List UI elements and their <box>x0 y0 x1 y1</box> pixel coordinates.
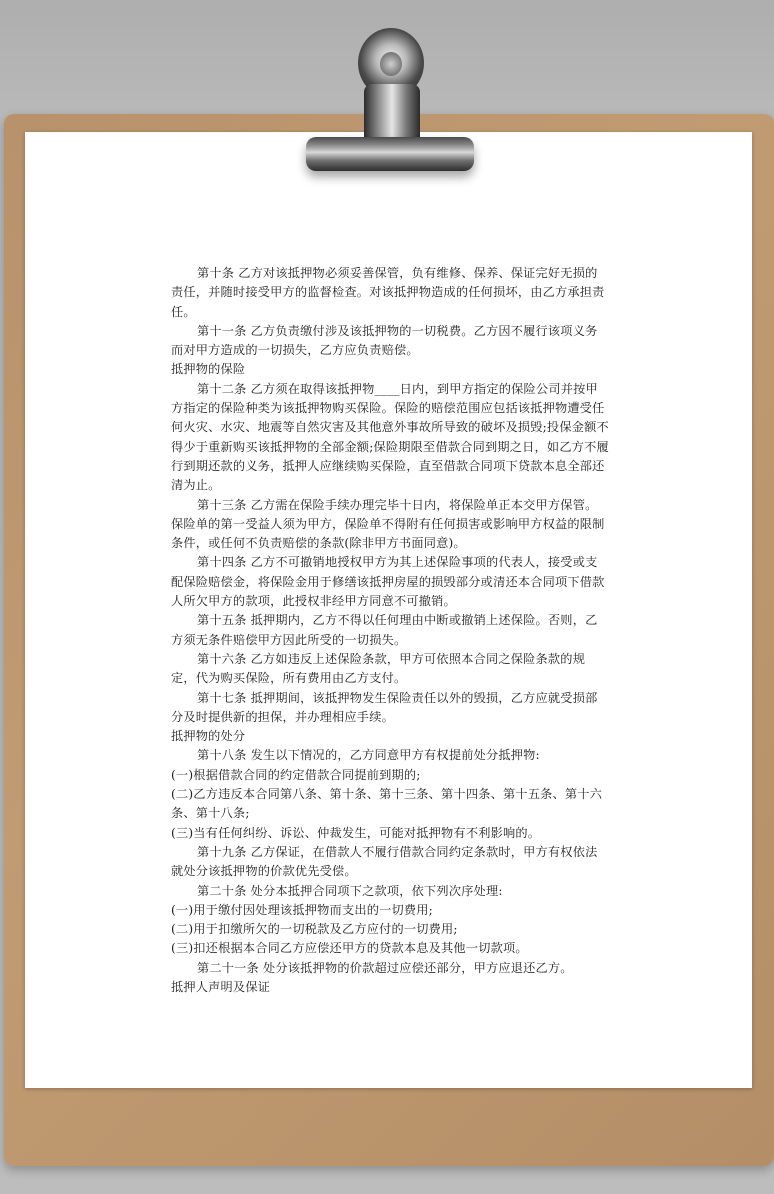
paragraph: 第十七条 抵押期间，该抵押物发生保险责任以外的毁损，乙方应就受损部分及时提供新的担保，并办理相应手续。 <box>171 690 598 724</box>
paragraph: 第十条 乙方对该抵押物必须妥善保管，负有维修、保养、保证完好无损的责任，并随时接受甲方的监督检查。对该抵押物造成的任何损坏，由乙方承担责任。 <box>171 266 605 319</box>
section-heading: 抵押物的处分 <box>171 729 246 744</box>
paragraph: 第十九条 乙方保证，在借款人不履行借款合同约定条款时，甲方有权依法就处分该抵押物的价款优先受偿。 <box>171 844 598 879</box>
paragraph: 第十三条 乙方需在保险手续办理完毕十日内，将保险单正本交甲方保管。保险单的第一受益人须为甲方，保险单不得附有任何损害或影响甲方权益的限制条件，或任何不负责赔偿的条款(除非甲方书面同意)。 <box>171 497 605 551</box>
paragraph: 第十五条 抵押期内，乙方不得以任何理由中断或撤销上述保险。否则，乙方须无条件赔偿甲方因此所受的一切损失。 <box>171 613 598 647</box>
document-text <box>171 264 609 997</box>
paragraph: 第十八条 发生以下情况的，乙方同意甲方有权提前处分抵押物: <box>197 748 540 763</box>
list-item: (三)扣还根据本合同乙方应偿还甲方的贷款本息及其他一切款项。 <box>171 941 528 956</box>
section-heading: 抵押人声明及保证 <box>171 979 271 994</box>
binder-clip-hole-icon <box>380 52 402 76</box>
paragraph: 第十六条 乙方如违反上述保险条款，甲方可依照本合同之保险条款的规定，代为购买保险，所有费用由乙方支付。 <box>171 651 586 686</box>
paragraph: 第十二条 乙方须在取得该抵押物____日内，到甲方指定的保险公司并按甲方指定的保险种类为该抵押物购买保险。保险的赔偿范围应包括该抵押物遭受任何火灾、水灾、地震等自然灾害及其他意外事故所导致的破坏及损毁;投保金额不得少于重新购买该抵押物的全部金额;保险期限至借款合同到期之日，如乙方不履行到期还款的义务，抵押人应继续购买保险，直至借款合同项下贷款本息全部还清为止。 <box>171 381 609 493</box>
list-item: (三)当有任何纠纷、诉讼、仲裁发生，可能对抵押物有不利影响的。 <box>171 825 541 840</box>
list-item: (一)根据借款合同的约定借款合同提前到期的; <box>171 767 421 782</box>
list-item: (二)乙方违反本合同第八条、第十条、第十三条、第十四条、第十五条、第十六条、第十八条; <box>171 787 603 821</box>
binder-clip-icon <box>306 137 474 171</box>
paragraph: 第二十条 处分本抵押合同项下之款项，依下列次序处理: <box>197 883 503 898</box>
paragraph: 第十一条 乙方负责缴付涉及该抵押物的一切税费。乙方因不履行该项义务而对甲方造成的一切损失，乙方应负责赔偿。 <box>171 323 598 358</box>
section-heading: 抵押物的保险 <box>171 362 246 377</box>
paragraph: 第二十一条 处分该抵押物的价款超过应偿还部分，甲方应退还乙方。 <box>197 960 573 975</box>
list-item: (一)用于缴付因处理该抵押物而支出的一切费用; <box>171 902 433 917</box>
paragraph: 第十四条 乙方不可撤销地授权甲方为其上述保险事项的代表人，接受或支配保险赔偿金，将保险金用于修缮该抵押房屋的损毁部分或清还本合同项下借款人所欠甲方的款项，此授权非经甲方同意不可撤销。 <box>171 555 605 609</box>
list-item: (二)用于扣缴所欠的一切税款及乙方应付的一切费用; <box>171 922 458 937</box>
